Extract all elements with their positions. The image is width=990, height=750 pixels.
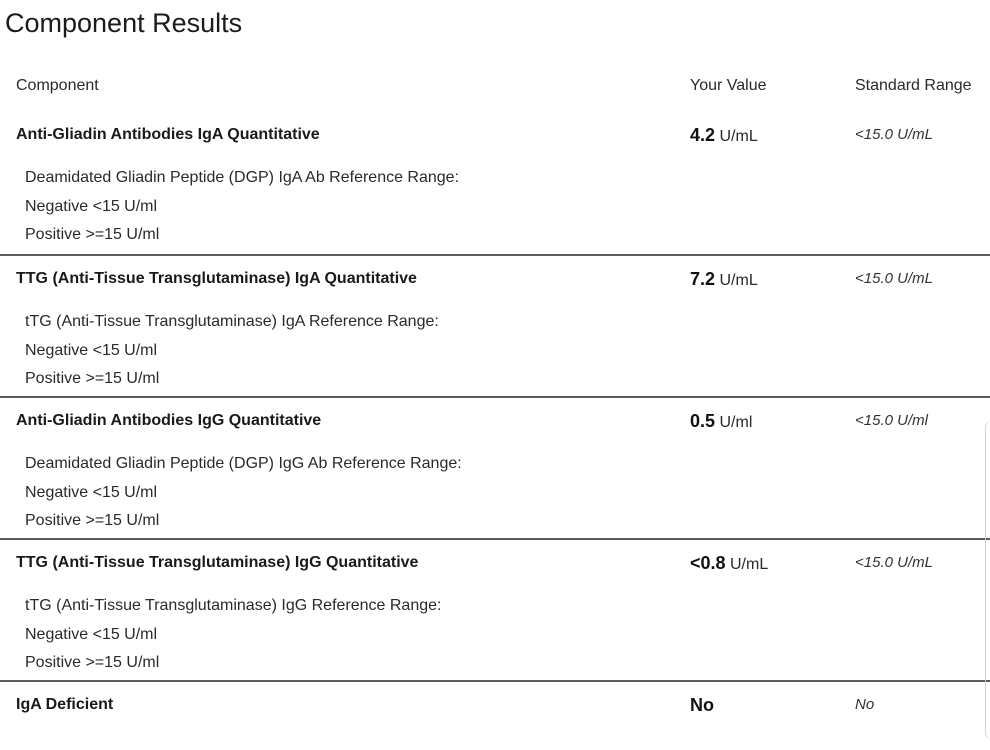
table-row xyxy=(0,682,990,750)
component-name: TTG (Anti-Tissue Transglutaminase) IgG Quantitative xyxy=(16,554,419,571)
table-header xyxy=(0,72,990,112)
note-line: Negative <15 U/ml xyxy=(25,197,158,215)
your-value xyxy=(690,553,768,574)
note-line: tTG (Anti-Tissue Transglutaminase) IgA Reference Range: xyxy=(25,313,439,330)
your-value xyxy=(690,411,752,432)
note-line: Negative <15 U/ml xyxy=(25,483,158,501)
your-value xyxy=(690,695,714,716)
standard-range: <15.0 U/mL xyxy=(855,126,933,143)
value-number: 0.5 xyxy=(690,411,716,431)
standard-range: <15.0 U/mL xyxy=(855,270,933,287)
note-line: Negative <15 U/ml xyxy=(25,341,158,359)
note-line: Positive >=15 U/ml xyxy=(25,370,160,387)
component-name: IgA Deficient xyxy=(16,696,114,713)
value-number: No xyxy=(690,695,714,715)
note-line: Deamidated Gliadin Peptide (DGP) IgG Ab Reference Range: xyxy=(25,455,462,472)
value-number: 7.2 xyxy=(690,269,716,289)
component-name: Anti-Gliadin Antibodies IgA Quantitative xyxy=(16,126,320,143)
reference-notes xyxy=(25,164,459,250)
reference-notes xyxy=(25,450,462,536)
standard-range: No xyxy=(855,696,875,713)
standard-range: <15.0 U/mL xyxy=(855,554,933,571)
standard-range: <15.0 U/ml xyxy=(855,412,928,429)
value-number: <0.8 xyxy=(690,553,726,573)
your-value xyxy=(690,269,758,290)
note-line: tTG (Anti-Tissue Transglutaminase) IgG Reference Range: xyxy=(25,597,442,614)
reference-notes xyxy=(25,592,441,678)
table-row xyxy=(0,540,990,682)
header-standard-range: Standard Range xyxy=(855,77,972,94)
component-name: TTG (Anti-Tissue Transglutaminase) IgA Quantitative xyxy=(16,270,417,287)
value-unit: U/mL xyxy=(719,128,758,145)
value-unit: U/mL xyxy=(719,272,758,289)
note-line: Positive >=15 U/ml xyxy=(25,512,160,529)
value-unit: U/mL xyxy=(730,556,769,573)
component-name: Anti-Gliadin Antibodies IgG Quantitative xyxy=(16,412,322,429)
note-line: Deamidated Gliadin Peptide (DGP) IgA Ab Reference Range: xyxy=(25,169,460,186)
note-line: Negative <15 U/ml xyxy=(25,625,158,643)
page-title: Component Results xyxy=(5,8,243,38)
header-your-value: Your Value xyxy=(690,77,767,94)
side-panel-edge xyxy=(985,420,990,740)
value-number: 4.2 xyxy=(690,125,716,145)
header-component: Component xyxy=(16,77,99,94)
your-value xyxy=(690,125,758,146)
reference-notes xyxy=(25,308,439,394)
note-line: Positive >=15 U/ml xyxy=(25,226,160,243)
table-row xyxy=(0,256,990,398)
table-row xyxy=(0,398,990,540)
table-row xyxy=(0,112,990,256)
note-line: Positive >=15 U/ml xyxy=(25,654,160,671)
value-unit: U/ml xyxy=(719,414,753,431)
results-table xyxy=(0,72,990,750)
